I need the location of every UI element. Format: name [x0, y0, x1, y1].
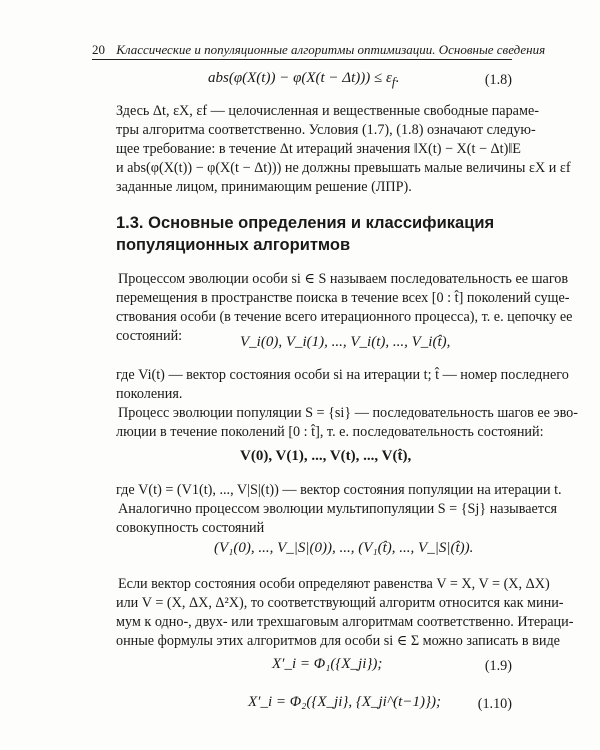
equation-number-1-10: (1.10): [477, 696, 512, 712]
section-heading-line-1: 1.3. Основные определения и классификация: [116, 214, 495, 232]
section-heading-line-2: популяционных алгоритмов: [116, 236, 351, 254]
para2-line-2: перемещения в пространстве поиска в течение всех [0 : t̂] поколений суще-: [116, 290, 570, 306]
formula-individual-states: V_i(0), V_i(1), ..., V_i(t), ..., V_i(t̂),: [240, 334, 451, 350]
para6-line-2: или V = (X, ΔX, Δ²X), то соответствующий алгоритм относится как мини-: [116, 595, 564, 611]
formula-population-states: V(0), V(1), ..., V(t), ..., V(t̂),: [240, 448, 412, 464]
equation-number-1-8: (1.8): [484, 72, 512, 88]
equation-number-1-9: (1.9): [484, 658, 512, 674]
formula-1-10: X′_i = Φ₂({X_ji}, {X_ji^(t−1)});: [248, 694, 441, 710]
para6-line-1: Если вектор состояния особи определяют равенства V = X, V = (X, ΔX): [118, 576, 550, 592]
para2-line-1: Процессом эволюции особи si ∈ S называем последовательность ее шагов: [118, 271, 569, 287]
para6-line-3: мум к одно-, двух- или трехшаговым алгоритмам соответственно. Итераци-: [116, 614, 574, 630]
header-rule: [92, 59, 512, 60]
para1-line-5: заданные лицом, принимающим решение (ЛПР).: [116, 179, 412, 195]
para4-line-1: Процесс эволюции популяции S = {si} — последовательность шагов ее эво-: [118, 405, 579, 421]
para5-line-1: где V(t) = (V1(t), ..., V|S|(t)) — вектор состояния популяции на итерации t.: [116, 482, 562, 498]
formula-multipopulation-states: (V₁(0), ..., V_|S|(0)), ..., (V₁(t̂), ..., V_|S|(t̂)).: [214, 540, 474, 556]
page-number: 20: [92, 42, 105, 57]
para2-line-3: ствования особи (в течение всего итерационного процесса), т. е. цепочку ее: [116, 309, 573, 325]
formula-1-9: X′_i = Φ₁({X_ji});: [272, 656, 383, 672]
para5-line-2: Аналогично процессом эволюции мультипопуляции S = {Sj} называется: [118, 501, 558, 517]
formula-1-8: $abs(\varphi(X(t)) - \varphi(X(t - \Delta t))) \le \varepsilon_f$.: [208, 70, 400, 89]
para5-line-3: совокупность состояний: [116, 520, 265, 536]
para6-line-4: онные формулы этих алгоритмов для особи si ∈ Σ можно записать в виде: [116, 633, 560, 649]
para3-line-1: где Vi(t) — вектор состояния особи si на итерации t; t̂ — номер последнего: [116, 367, 569, 383]
para1-line-1: Здесь Δt, εX, εf — целочисленная и вещественные свободные параме-: [116, 103, 539, 119]
para4-line-2: люции в течение поколений [0 : t̂], т. е. последовательность состояний:: [116, 424, 544, 440]
para1-line-4: и abs(φ(X(t)) − φ(X(t − Δt))) не должны превышать малые величины εX и εf: [116, 160, 571, 176]
running-title: Классические и популяционные алгоритмы оптимизации. Основные сведения: [116, 42, 546, 57]
para3-line-2: поколения.: [116, 386, 183, 402]
para2-line-4: состояний:: [116, 328, 183, 344]
running-header: [92, 42, 546, 58]
para1-line-2: тры алгоритма соответственно. Условия (1.7), (1.8) означают следую-: [116, 122, 536, 138]
para1-line-3: щее требование: в течение Δt итераций значения ‖X(t) − X(t − Δt)‖E: [116, 141, 521, 157]
